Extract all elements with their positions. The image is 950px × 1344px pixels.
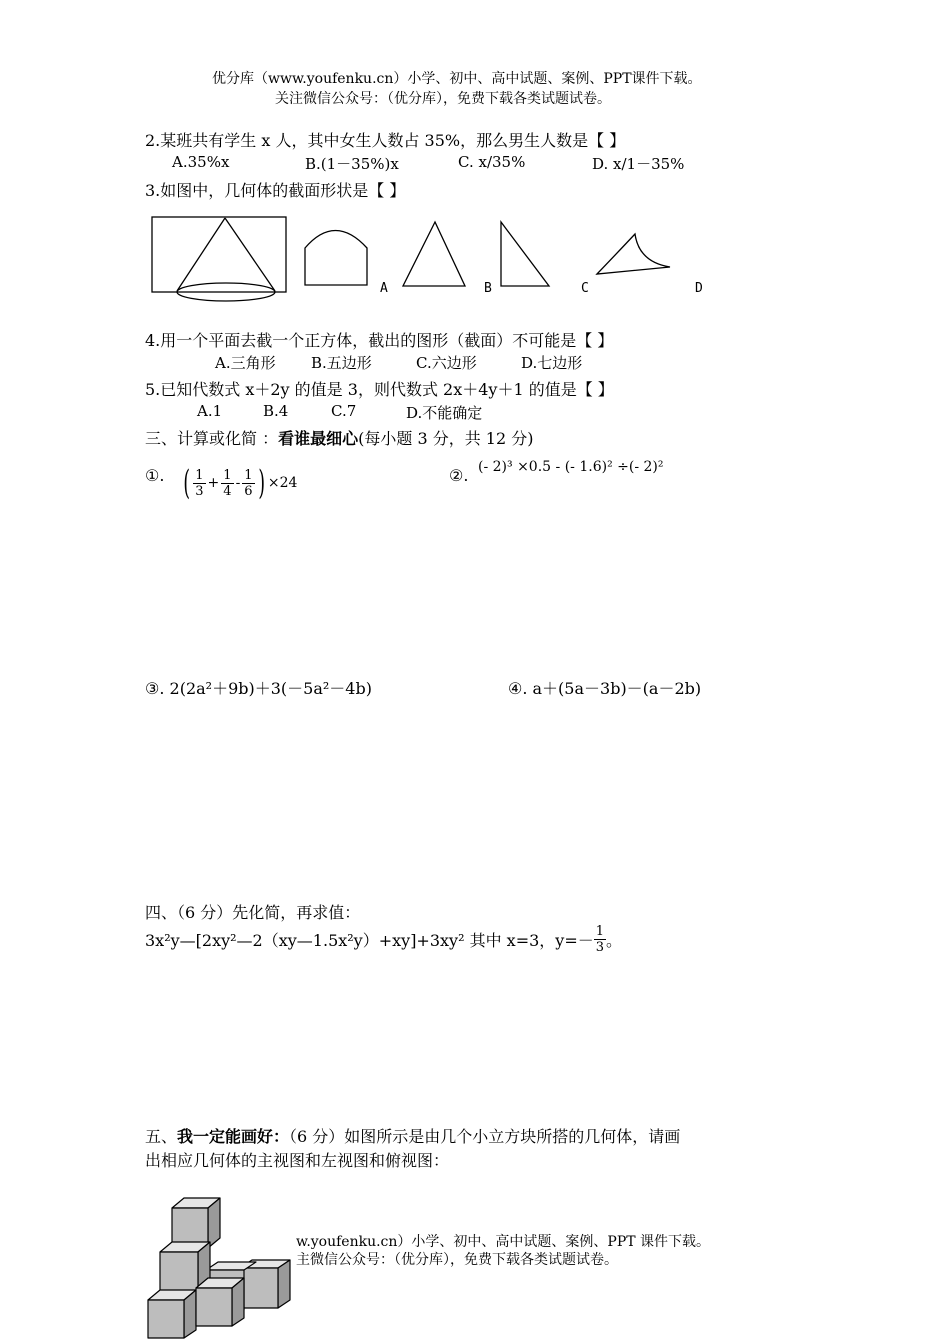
question-4-option-b: B.五边形 xyxy=(311,354,372,372)
right-paren: ) xyxy=(257,463,265,503)
question-5-option-a: A.1 xyxy=(197,402,223,420)
question-5-option-b: B.4 xyxy=(263,402,289,420)
section-3-title xyxy=(145,426,533,449)
section-5-title-tail: （6 分）如图所示是由几个小立方块所搭的几何体，请画 xyxy=(289,1127,681,1146)
section-5-title xyxy=(145,1124,680,1147)
fraction-one-third-y: $\frac{1}{3}$ xyxy=(595,924,605,955)
header-line-2: 关注微信公众号：（优分库），免费下载各类试题试卷。 xyxy=(275,91,611,107)
question-5-option-d: D.不能确定 xyxy=(406,404,483,422)
figure-label-d: D xyxy=(695,281,703,296)
question-5-option-c: C.7 xyxy=(331,402,357,420)
figure-label-c: C xyxy=(581,281,589,296)
option-a-shape xyxy=(305,231,367,286)
question-2-option-a: A.35%x xyxy=(172,153,230,171)
problem-1-number: ①. xyxy=(145,466,165,485)
cube-tower-top xyxy=(172,1198,220,1248)
left-paren: ( xyxy=(183,463,190,503)
question-5-stem: 5.已知代数式 x＋2y 的值是 3，则代数式 2x＋4y＋1 的值是【 】 xyxy=(145,380,614,399)
cone-in-box-figure xyxy=(152,217,286,301)
option-c-shape xyxy=(501,222,549,286)
section-4-expression xyxy=(145,924,622,955)
section-5-title-lead: 五、 xyxy=(145,1127,178,1146)
fraction-one-third: $\frac{1}{3}$ xyxy=(195,467,204,499)
option-d-shape xyxy=(597,234,670,274)
figure-label-b: B xyxy=(484,281,492,296)
figure-label-a: A xyxy=(380,281,388,296)
question-2-option-d: D. x/1－35% xyxy=(592,155,685,173)
fraction-one-fourth: $\frac{1}{4}$ xyxy=(223,467,232,499)
section-3-title-tail: (每小题 3 分，共 12 分) xyxy=(358,429,534,448)
header-line-1: 优分库（www.youfenku.cn）小学、初中、高中试题、案例、PPT课件下载。 xyxy=(212,71,702,87)
section-5-title-bold: 我一定能画好： xyxy=(177,1127,290,1146)
section-5-line-2: 出相应几何体的主视图和左视图和俯视图： xyxy=(145,1151,450,1170)
cube-front-middle xyxy=(196,1278,244,1326)
stacked-cubes-figure xyxy=(140,1190,300,1344)
problem-1-expression: ( $\frac{1}{3}$ + $\frac{1}{4}$ - $\frac{1}{6}$ ) ×24 xyxy=(183,463,298,503)
cube-front-left xyxy=(148,1290,196,1338)
cross-section-figure xyxy=(145,210,725,305)
fraction-one-sixth: $\frac{1}{6}$ xyxy=(244,467,253,499)
problem-2-number: ②. xyxy=(449,466,469,485)
question-2-option-b: B.(1－35%)x xyxy=(305,155,399,173)
question-4-option-c: C.六边形 xyxy=(416,354,477,372)
section-4-end: 。 xyxy=(606,931,623,950)
problem-4: ④. a＋(5a－3b)－(a－2b) xyxy=(508,679,702,698)
question-3-stem: 3.如图中，几何体的截面形状是【 】 xyxy=(145,181,406,200)
section-4-expr-text: 3x²y—[2xy²—2（xy—1.5x²y）+xy]+3xy² 其中 x=3，y=－ xyxy=(145,931,594,950)
section-4-title: 四、（6 分）先化简，再求值： xyxy=(145,903,361,922)
question-4-option-a: A.三角形 xyxy=(215,354,276,372)
problem-2-expression: (- 2)³ ×0.5 - (- 1.6)² ÷(- 2)² xyxy=(478,459,664,475)
question-2-stem: 2.某班共有学生 x 人，其中女生人数占 35%，那么男生人数是【 】 xyxy=(145,131,626,150)
problem-1-tail: ×24 xyxy=(267,475,298,491)
question-2-option-c: C. x/35% xyxy=(458,153,526,171)
section-3-title-lead: 三、计算或化简 ： xyxy=(145,429,279,448)
question-4-stem: 4.用一个平面去截一个正方体，截出的图形（截面）不可能是【 】 xyxy=(145,331,614,350)
option-b-shape xyxy=(403,222,465,286)
footer-line-1: w.youfenku.cn）小学、初中、高中试题、案例、PPT 课件下载。 xyxy=(296,1234,711,1250)
section-3-title-bold: 看谁最细心 xyxy=(278,429,359,448)
footer-line-2: 主微信公众号：（优分库），免费下载各类试题试卷。 xyxy=(296,1252,618,1268)
question-4-option-d: D.七边形 xyxy=(521,354,583,372)
problem-3: ③. 2(2a²＋9b)＋3(－5a²－4b) xyxy=(145,679,372,698)
